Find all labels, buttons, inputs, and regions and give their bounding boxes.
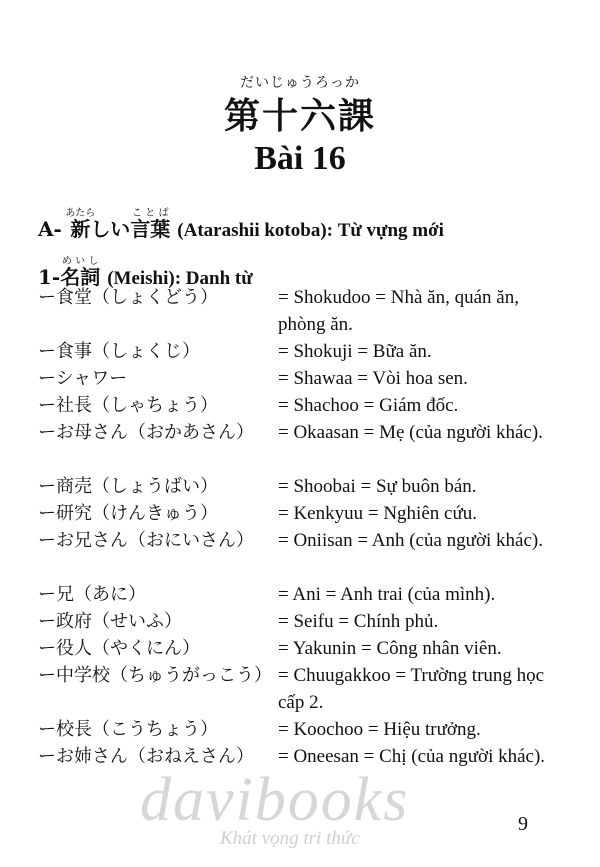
vocab-meaning: = Yakunin = Công nhân viên. xyxy=(278,638,502,659)
vocab-meaning: = Kenkyuu = Nghiên cứu. xyxy=(278,503,477,524)
lesson-title-vietnamese: Bài 16 xyxy=(254,140,346,177)
vocab-japanese: ーお母さん（おかあさん） xyxy=(38,422,254,443)
watermark-tagline: Khát vọng tri thức xyxy=(220,828,360,849)
vocab-meaning: = Shachoo = Giám đốc. xyxy=(278,395,459,416)
vocab-japanese: ーシャワー xyxy=(38,368,128,389)
vocab-japanese: ー商売（しょうばい） xyxy=(38,476,218,497)
section-1-romaji: (Meishi): Danh từ xyxy=(107,268,253,289)
watermark-logo: davibooks xyxy=(140,766,410,834)
vocab-meaning: = Oneesan = Chị (của người khác). xyxy=(278,746,546,767)
vocab-japanese: ー社長（しゃちょう） xyxy=(38,395,218,416)
vocab-meaning: = Shokuji = Bữa ăn. xyxy=(278,341,432,362)
section-a-kanji-atarashii: 新あたら xyxy=(65,208,96,241)
section-a-romaji: (Atarashii kotoba): Từ vựng mới xyxy=(177,220,444,241)
vocab-meaning: = Okaasan = Mẹ (của người khác). xyxy=(278,422,543,443)
title-furigana: だいじゅうろっか xyxy=(240,75,360,91)
section-a-prefix: A- xyxy=(38,217,62,241)
vocab-meaning: = Shokudoo = Nhà ăn, quán ăn, phòng ăn. xyxy=(278,287,519,335)
vocab-meaning: = Koochoo = Hiệu trưởng. xyxy=(278,719,481,740)
page-number: 9 xyxy=(518,813,528,835)
vocab-japanese: ー兄（あに） xyxy=(38,584,146,605)
vocab-meaning: = Oniisan = Anh (của người khác). xyxy=(278,530,543,551)
vocab-japanese: ーお兄さん（おにいさん） xyxy=(38,530,254,551)
section-1-prefix: 1- xyxy=(38,265,61,289)
section-a-heading xyxy=(38,208,444,242)
vocab-japanese: ー研究（けんきゅう） xyxy=(38,503,218,524)
section-a-kana: しい xyxy=(90,217,131,241)
vocab-japanese: ー政府（せいふ） xyxy=(38,611,182,632)
vocab-japanese: ー食事（しょくじ） xyxy=(38,341,200,362)
vocab-meaning: = Shoobai = Sự buôn bán. xyxy=(278,476,477,497)
vocab-japanese: ー中学校（ちゅうがっこう） xyxy=(38,665,272,686)
vocab-meaning: = Seifu = Chính phủ. xyxy=(278,611,439,632)
vocab-meaning: = Shawaa = Vòi hoa sen. xyxy=(278,368,468,389)
vocab-japanese: ー校長（こうちょう） xyxy=(38,719,218,740)
vocab-meaning: = Chuugakkoo = Trường trung học cấp 2. xyxy=(278,665,545,713)
section-1-kanji-meishi: 名詞めいし xyxy=(60,256,101,289)
vocab-japanese: ー食堂（しょくどう） xyxy=(38,287,218,308)
vocab-japanese: ーお姉さん（おねえさん） xyxy=(38,746,254,767)
lesson-title-japanese: 第十六課 xyxy=(223,95,376,137)
vocab-japanese: ー役人（やくにん） xyxy=(38,638,200,659)
vocab-meaning: = Ani = Anh trai (của mình). xyxy=(278,584,496,605)
section-a-kanji-kotoba: 言葉ことば xyxy=(130,208,171,241)
